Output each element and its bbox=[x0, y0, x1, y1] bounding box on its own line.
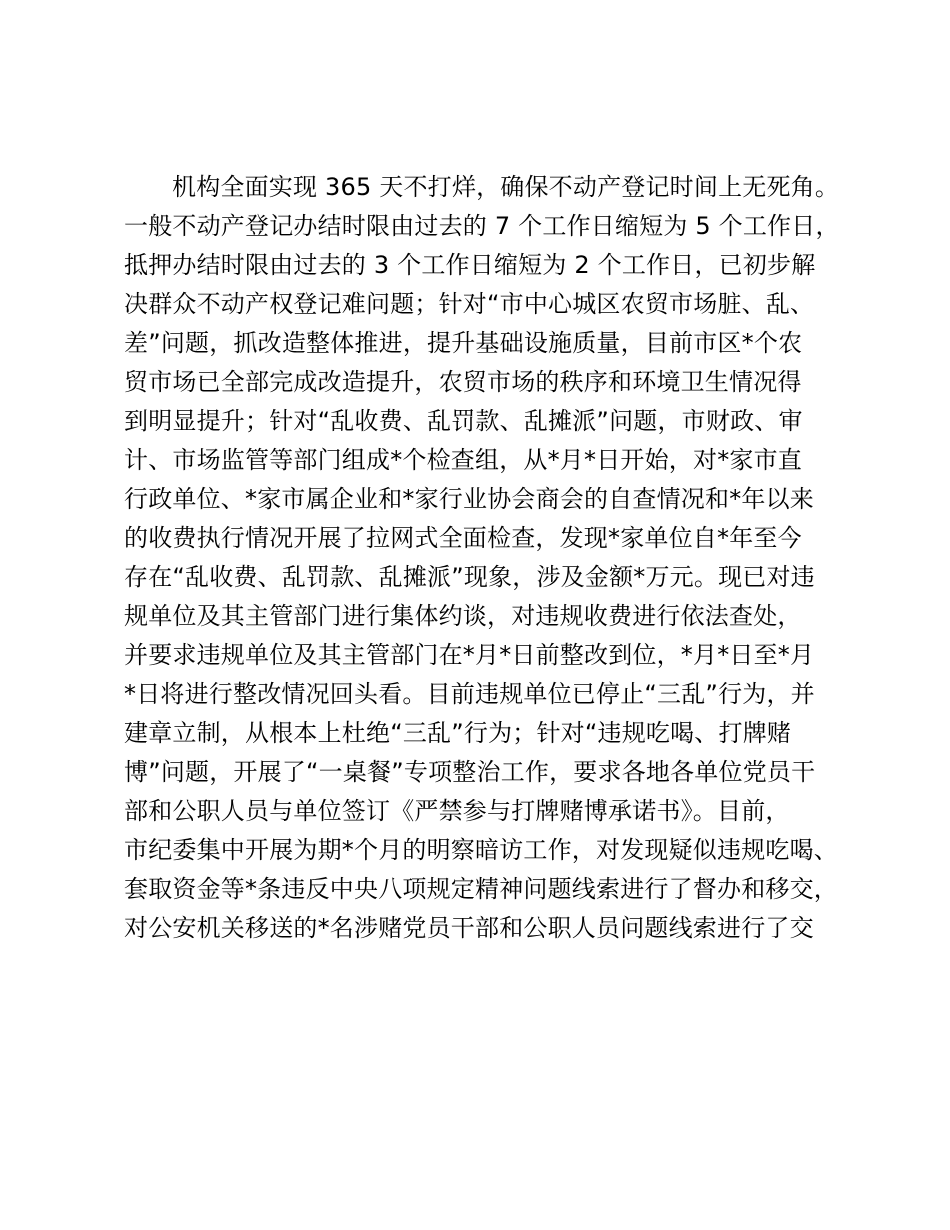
text-line: 一般不动产登记办结时限由过去的 7 个工作日缩短为 5 个工作日， bbox=[124, 212, 840, 240]
text-line: 规单位及其主管部门进行集体约谈，对违规收费进行依法查处， bbox=[124, 602, 802, 630]
text-line: 到明显提升；针对“乱收费、乱罚款、乱摊派”问题，市财政、审 bbox=[124, 407, 803, 435]
text-line: 存在“乱收费、乱罚款、乱摊派”现象，涉及金额*万元。现已对违 bbox=[124, 563, 815, 591]
text-line: 对公安机关移送的*名涉赌党员干部和公职人员问题线索进行了交 bbox=[124, 914, 814, 942]
text-line: 计、市场监管等部门组成*个检查组，从*月*日开始，对*家市直 bbox=[124, 446, 802, 474]
text-line: 行政单位、*家市属企业和*家行业协会商会的自查情况和*年以来 bbox=[124, 485, 814, 513]
text-line: 建章立制，从根本上杜绝“三乱”行为；针对“违规吃喝、打牌赌 bbox=[124, 719, 792, 747]
text-line: 机构全面实现 365 天不打烊，确保不动产登记时间上无死角。 bbox=[172, 173, 840, 201]
text-line: 抵押办结时限由过去的 3 个工作日缩短为 2 个工作日，已初步解 bbox=[124, 251, 816, 279]
text-line: 贸市场已全部完成改造提升，农贸市场的秩序和环境卫生情况得 bbox=[124, 368, 802, 396]
text-line: 套取资金等*条违反中央八项规定精神问题线索进行了督办和移交， bbox=[124, 875, 838, 903]
text-line: 市纪委集中开展为期*个月的明察暗访工作，对发现疑似违规吃喝、 bbox=[124, 836, 838, 864]
text-line: 部和公职人员与单位签订《严禁参与打牌赌博承诺书》。目前， bbox=[124, 797, 790, 825]
text-line: 博”问题，开展了“一桌餐”专项整治工作，要求各地各单位党员干 bbox=[124, 758, 816, 786]
text-line: 差”问题，抓改造整体推进，提升基础设施质量，目前市区*个农 bbox=[124, 329, 803, 357]
text-line: *日将进行整改情况回头看。目前违规单位已停止“三乱”行为，并 bbox=[124, 680, 815, 708]
text-line: 的收费执行情况开展了拉网式全面检查，发现*家单位自*年至今 bbox=[124, 524, 802, 552]
text-line: 决群众不动产权登记难问题；针对“市中心城区农贸市场脏、乱、 bbox=[124, 290, 815, 318]
body-paragraph bbox=[124, 168, 864, 948]
text-line: 并要求违规单位及其主管部门在*月*日前整改到位，*月*日至*月 bbox=[124, 641, 815, 669]
